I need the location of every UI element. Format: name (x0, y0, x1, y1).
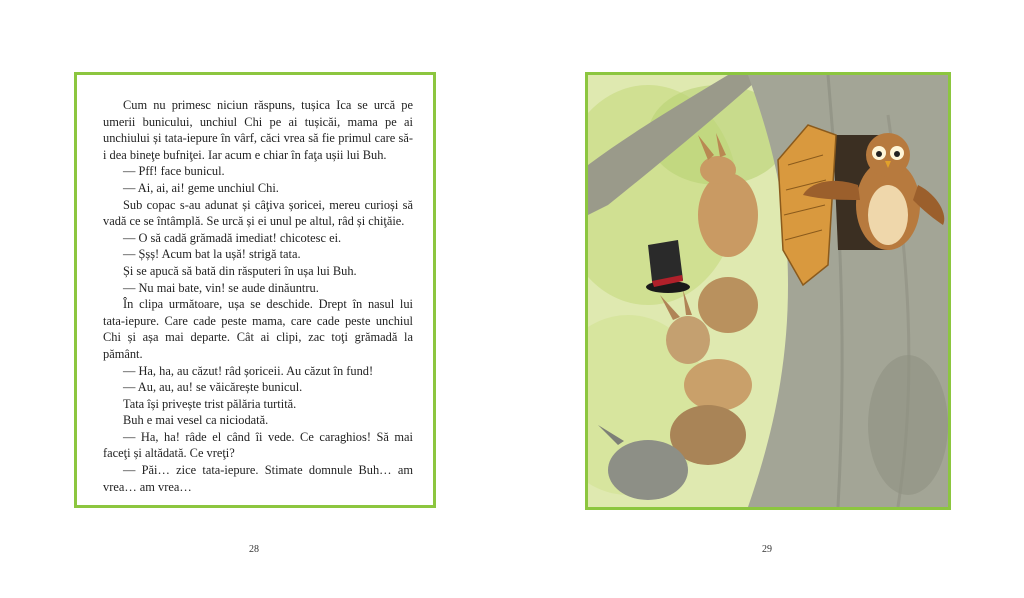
owl-pupil (894, 151, 900, 157)
owl-belly (868, 185, 908, 245)
paragraph: — Păi… zice tata-iepure. Stimate domnule Buh… am vrea… am vrea… (103, 463, 413, 494)
rabbit-lower (684, 359, 752, 411)
illustration-page (585, 72, 951, 510)
paragraph: Tata își privește trist pălăria turtită. (123, 396, 297, 411)
paragraph: — Au, au, au! se văicărește bunicul. (123, 380, 303, 395)
paragraph: Cum nu primesc niciun răspuns, tușica Ica se urcă pe umerii bunicului, unchiul Chi pe ai tușicăi, mama pe ai unchiului și tata-iepure în vârf, căci vrea să fie primul care să-i dea bineţe bufniţei. Iar acum e chiar în faţa ușii lui Buh. (103, 98, 413, 162)
owl-pupil (876, 151, 882, 157)
rabbit-middle (666, 316, 710, 364)
paragraph: — Ha, ha, au căzut! râd șoriceii. Au căzut în fund! (123, 363, 374, 378)
paragraph: Și se apucă să bată din răsputeri în ușa lui Buh. (123, 263, 357, 278)
paragraph: — Ha, ha! râde el când îi vede. Ce caraghios! Să mai faceţi și altădată. Ce vreţi? (103, 429, 413, 461)
story-text (103, 97, 413, 495)
rabbit-middle (698, 277, 758, 333)
paragraph: — Ai, ai, ai! geme unchiul Chi. (123, 180, 279, 195)
page-number-right: 29 (762, 544, 772, 555)
paragraph: — Șșș! Acum bat la ușă! strigă tata. (123, 247, 301, 262)
rabbit-head (700, 156, 736, 184)
bark-knot (868, 355, 948, 495)
paragraph: — Nu mai bate, vin! se aude dinăuntru. (123, 280, 319, 295)
paragraph: — Pff! face bunicul. (123, 164, 225, 179)
left-page (74, 72, 436, 508)
rabbit-top (698, 173, 758, 257)
grandpa-rabbit (608, 440, 688, 500)
page-number-left: 28 (249, 544, 259, 555)
paragraph: Sub copac s-au adunat și câţiva șoricei, mereu curioși să vadă ce se întâmplă. Se urcă și ei unul pe altul, râd și chiţăie. (103, 197, 413, 229)
paragraph: Buh e mai vesel ca niciodată. (123, 413, 269, 428)
illustration (588, 75, 948, 507)
paragraph: În clipa următoare, ușa se deschide. Drept în nasul lui tata-iepure. Care cade peste mama, care cade peste unchiul Chi și așa mai departe. Cât ai clipi, zac toţi grămadă la pământ. (103, 297, 413, 361)
paragraph: — O să cadă grămadă imediat! chicotesc ei. (123, 230, 342, 245)
